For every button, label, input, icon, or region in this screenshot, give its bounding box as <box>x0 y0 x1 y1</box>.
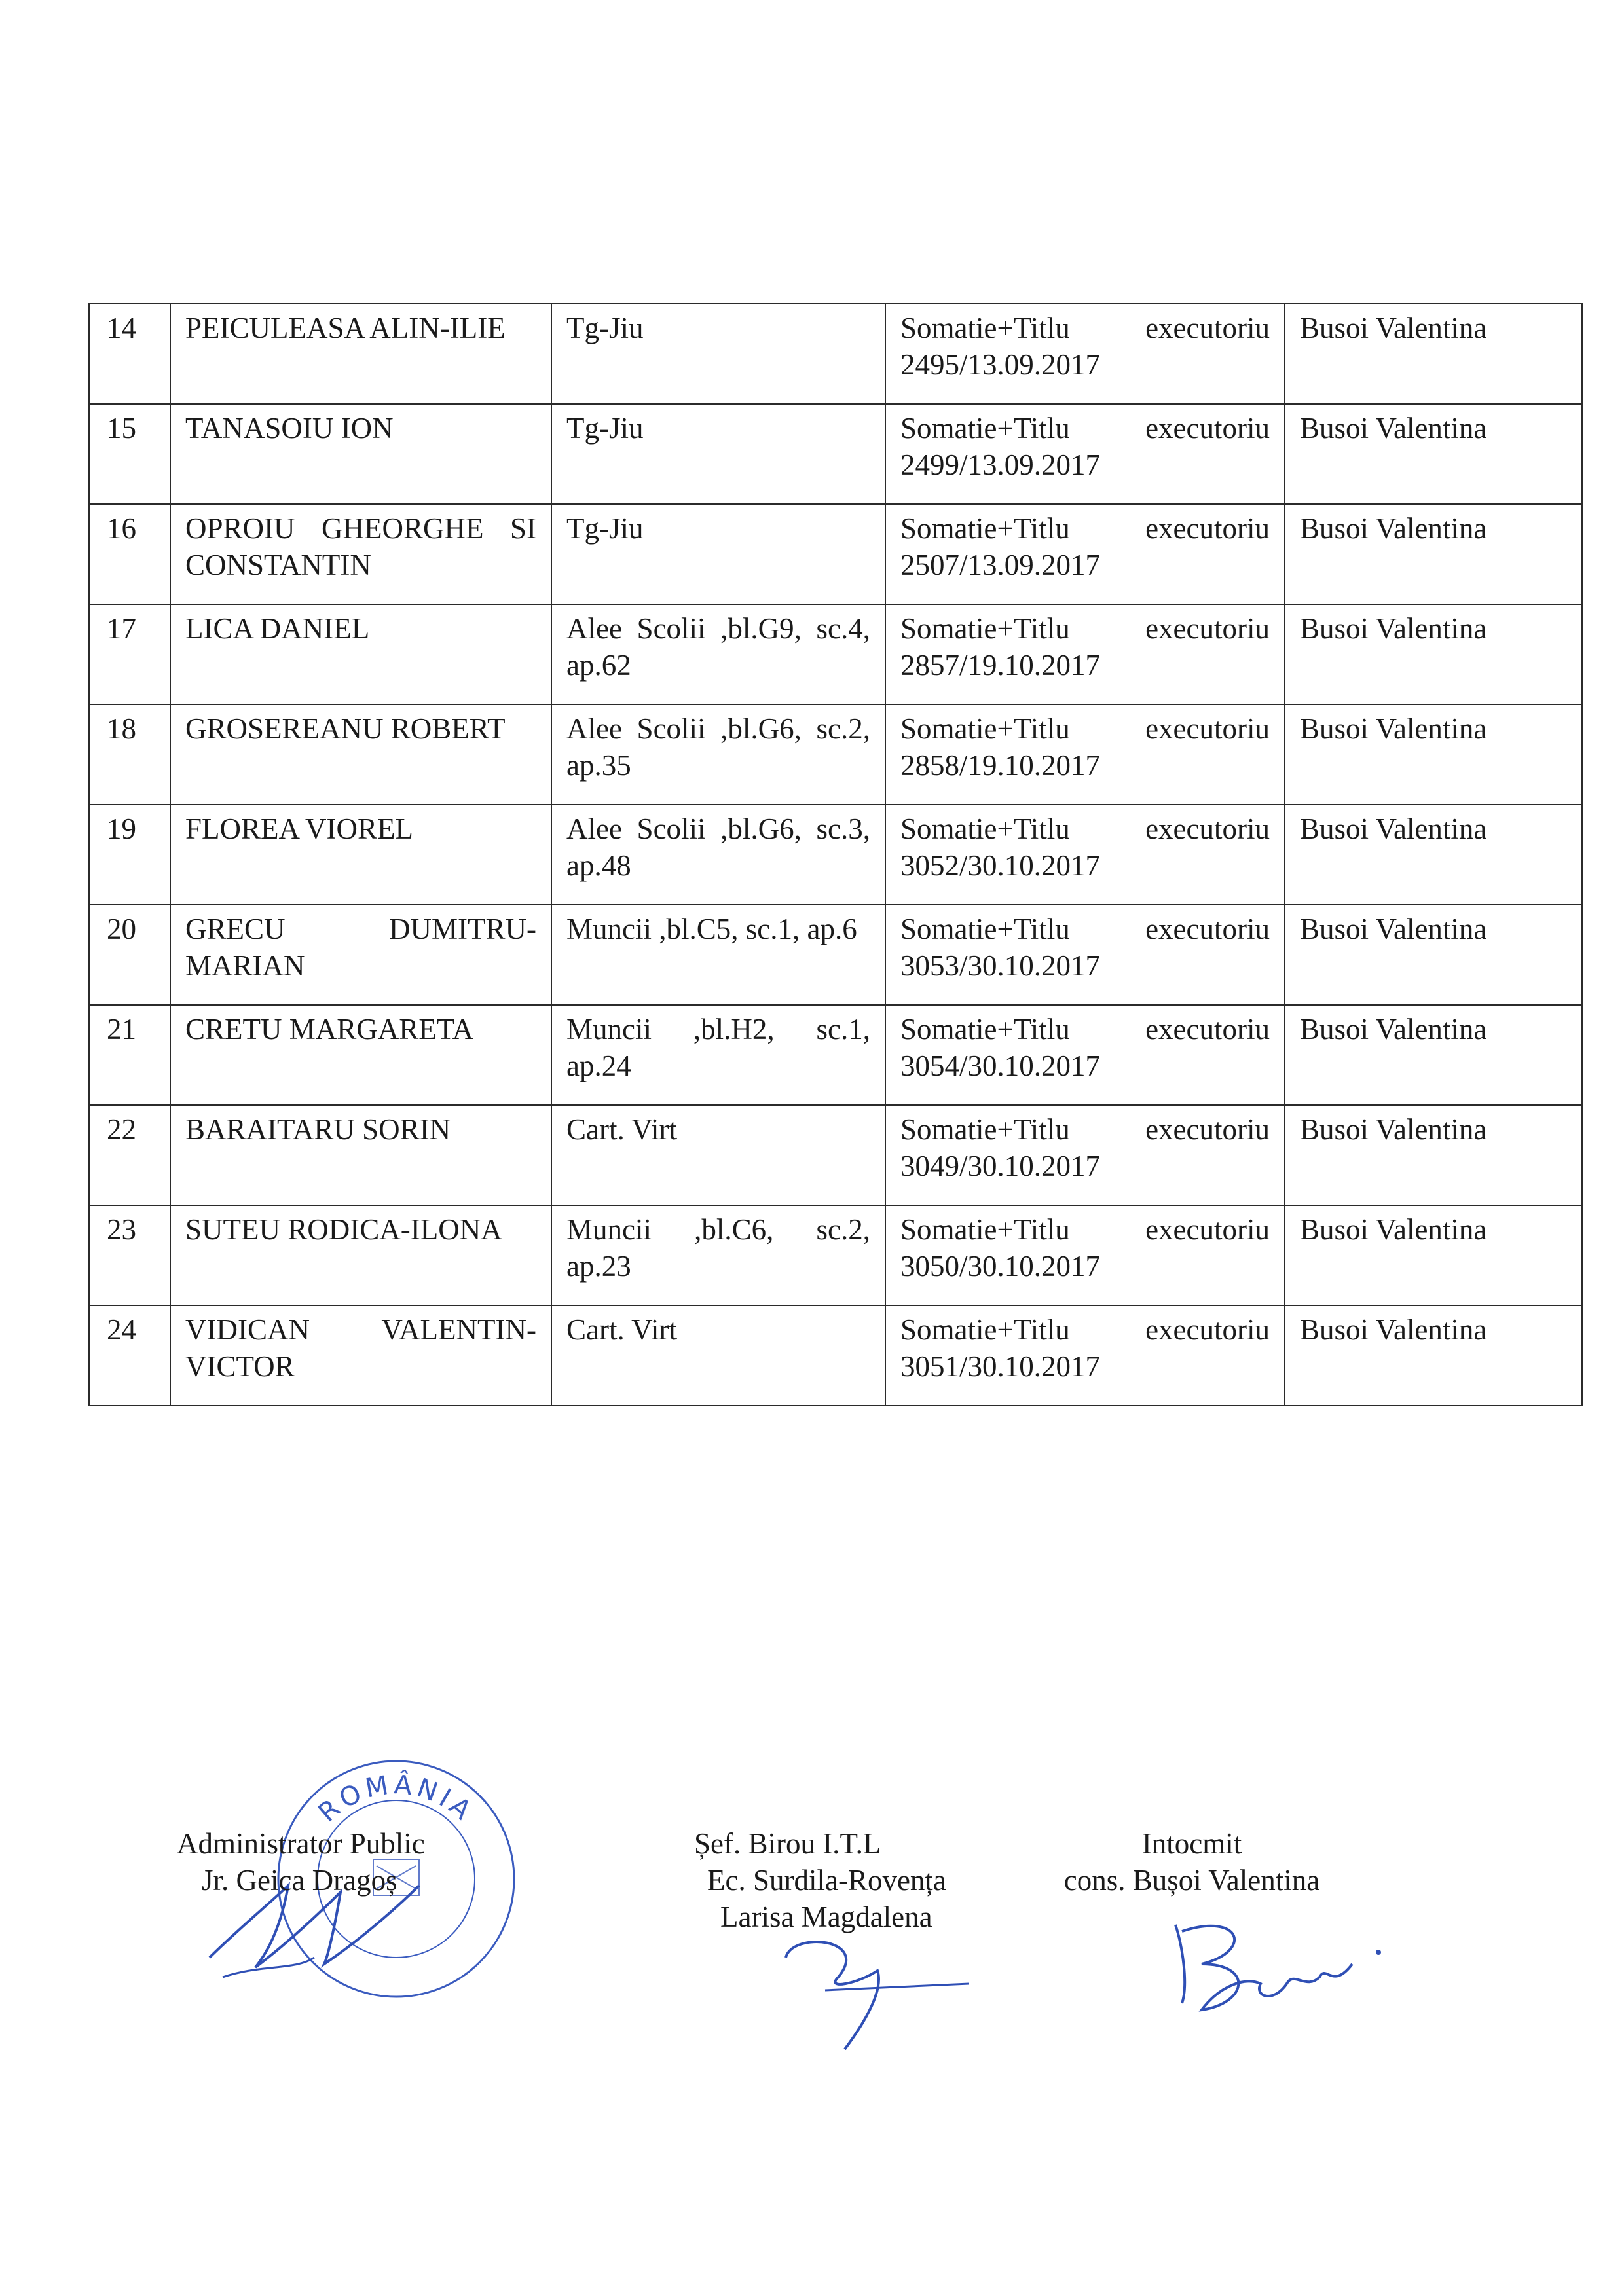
cell-name: OPROIU GHEORGHE SI CONSTANTIN <box>170 504 551 604</box>
document-type-part2: executoriu <box>1145 1113 1270 1146</box>
table-row <box>89 304 1582 404</box>
document-type <box>900 510 1270 547</box>
cell-nr: 21 <box>89 1005 170 1105</box>
cell-document <box>885 1005 1285 1105</box>
document-type <box>900 811 1270 847</box>
document-number: 2857/19.10.2017 <box>900 649 1101 682</box>
intocmit-title: Intocmit <box>1141 1827 1242 1860</box>
document-type-part2: executoriu <box>1145 512 1270 545</box>
table-row <box>89 1205 1582 1305</box>
document-type-part2: executoriu <box>1145 612 1270 645</box>
admin-name: Jr. Geica Dragoș <box>202 1864 397 1897</box>
debtors-table <box>88 303 1583 1406</box>
table-body <box>89 304 1582 1406</box>
document-type-part2: executoriu <box>1145 312 1270 344</box>
cell-document <box>885 1305 1285 1406</box>
document-number: 3050/30.10.2017 <box>900 1250 1101 1283</box>
cell-responsible: Busoi Valentina <box>1285 504 1582 604</box>
document-number: 2858/19.10.2017 <box>900 749 1101 782</box>
document-type-part1: Somatie+Titlu <box>900 1213 1070 1246</box>
cell-name: CRETU MARGARETA <box>170 1005 551 1105</box>
document-type <box>900 410 1270 446</box>
cell-nr: 24 <box>89 1305 170 1406</box>
cell-nr: 17 <box>89 604 170 704</box>
cell-document <box>885 805 1285 905</box>
cell-name: GRECU DUMITRU-MARIAN <box>170 905 551 1005</box>
document-number: 2499/13.09.2017 <box>900 448 1101 481</box>
document-number: 2495/13.09.2017 <box>900 348 1101 381</box>
cell-name: GROSEREANU ROBERT <box>170 704 551 805</box>
intocmit-signature-icon <box>1162 1905 1392 2023</box>
cell-name: SUTEU RODICA-ILONA <box>170 1205 551 1305</box>
cell-document <box>885 404 1285 504</box>
admin-title: Administrator Public <box>177 1827 425 1860</box>
cell-nr: 19 <box>89 805 170 905</box>
cell-nr: 15 <box>89 404 170 504</box>
stamp-text: ROMÂNIA <box>312 1770 480 1829</box>
table-row <box>89 704 1582 805</box>
document-type-part1: Somatie+Titlu <box>900 913 1070 945</box>
document-type <box>900 911 1270 947</box>
document-type <box>900 1011 1270 1048</box>
cell-address: Tg-Jiu <box>551 404 885 504</box>
document-type-part1: Somatie+Titlu <box>900 1113 1070 1146</box>
cell-nr: 18 <box>89 704 170 805</box>
cell-responsible: Busoi Valentina <box>1285 304 1582 404</box>
table-row <box>89 404 1582 504</box>
document-type <box>900 710 1270 747</box>
document-type-part2: executoriu <box>1145 712 1270 745</box>
cell-document <box>885 704 1285 805</box>
document-type <box>900 1111 1270 1148</box>
cell-name: TANASOIU ION <box>170 404 551 504</box>
document-number: 3051/30.10.2017 <box>900 1350 1101 1383</box>
cell-name: BARAITARU SORIN <box>170 1105 551 1205</box>
cell-name: PEICULEASA ALIN-ILIE <box>170 304 551 404</box>
sef-title: Șef. Birou I.T.L <box>694 1827 881 1860</box>
cell-address: Tg-Jiu <box>551 504 885 604</box>
cell-responsible: Busoi Valentina <box>1285 1205 1582 1305</box>
cell-responsible: Busoi Valentina <box>1285 1105 1582 1205</box>
document-type <box>900 310 1270 346</box>
cell-responsible: Busoi Valentina <box>1285 1305 1582 1406</box>
table-row <box>89 1105 1582 1205</box>
document-type-part2: executoriu <box>1145 1213 1270 1246</box>
document-number: 3049/30.10.2017 <box>900 1150 1101 1182</box>
cell-responsible: Busoi Valentina <box>1285 404 1582 504</box>
cell-address: Alee Scolii ,bl.G6, sc.3, ap.48 <box>551 805 885 905</box>
sef-name-line1: Ec. Surdila-Rovența <box>707 1864 946 1897</box>
document-number: 3054/30.10.2017 <box>900 1049 1101 1082</box>
table-row <box>89 905 1582 1005</box>
table-row <box>89 604 1582 704</box>
cell-nr: 22 <box>89 1105 170 1205</box>
cell-address: Alee Scolii ,bl.G9, sc.4, ap.62 <box>551 604 885 704</box>
document-number: 3052/30.10.2017 <box>900 849 1101 882</box>
signature-block-intocmit <box>1035 1825 1349 1899</box>
document-type-part2: executoriu <box>1145 812 1270 845</box>
document-type-part1: Somatie+Titlu <box>900 612 1070 645</box>
cell-document <box>885 504 1285 604</box>
intocmit-name: cons. Bușoi Valentina <box>1063 1864 1320 1897</box>
cell-address: Cart. Virt <box>551 1305 885 1406</box>
document-type-part2: executoriu <box>1145 1313 1270 1346</box>
cell-name: FLOREA VIOREL <box>170 805 551 905</box>
document-type-part2: executoriu <box>1145 913 1270 945</box>
cell-address: Muncii ,bl.C5, sc.1, ap.6 <box>551 905 885 1005</box>
document-type <box>900 610 1270 647</box>
table-row <box>89 1005 1582 1105</box>
cell-responsible: Busoi Valentina <box>1285 604 1582 704</box>
document-type-part1: Somatie+Titlu <box>900 412 1070 445</box>
document-type-part1: Somatie+Titlu <box>900 312 1070 344</box>
table-row <box>89 504 1582 604</box>
cell-nr: 20 <box>89 905 170 1005</box>
document-type-part1: Somatie+Titlu <box>900 512 1070 545</box>
sef-name-line2: Larisa Magdalena <box>720 1901 932 1933</box>
cell-address: Muncii ,bl.H2, sc.1, ap.24 <box>551 1005 885 1105</box>
document-number: 3053/30.10.2017 <box>900 949 1101 982</box>
document-type-part1: Somatie+Titlu <box>900 812 1070 845</box>
document-type-part2: executoriu <box>1145 412 1270 445</box>
document-number: 2507/13.09.2017 <box>900 549 1101 581</box>
cell-nr: 14 <box>89 304 170 404</box>
cell-responsible: Busoi Valentina <box>1285 1005 1582 1105</box>
document-type <box>900 1211 1270 1248</box>
cell-document <box>885 905 1285 1005</box>
cell-address: Cart. Virt <box>551 1105 885 1205</box>
sef-signature-icon <box>779 1918 969 2062</box>
cell-document <box>885 604 1285 704</box>
cell-responsible: Busoi Valentina <box>1285 805 1582 905</box>
cell-name: LICA DANIEL <box>170 604 551 704</box>
table-row <box>89 805 1582 905</box>
signature-block-admin <box>177 1825 485 1899</box>
document-type-part1: Somatie+Titlu <box>900 1013 1070 1046</box>
cell-address: Muncii ,bl.C6, sc.2, ap.23 <box>551 1205 885 1305</box>
cell-address: Alee Scolii ,bl.G6, sc.2, ap.35 <box>551 704 885 805</box>
cell-document <box>885 1205 1285 1305</box>
cell-document <box>885 1105 1285 1205</box>
document-type-part2: executoriu <box>1145 1013 1270 1046</box>
cell-responsible: Busoi Valentina <box>1285 704 1582 805</box>
document-type-part1: Somatie+Titlu <box>900 712 1070 745</box>
cell-nr: 16 <box>89 504 170 604</box>
signature-block-sef <box>694 1825 982 1935</box>
cell-name: VIDICAN VALENTIN-VICTOR <box>170 1305 551 1406</box>
cell-nr: 23 <box>89 1205 170 1305</box>
cell-address: Tg-Jiu <box>551 304 885 404</box>
table-row <box>89 1305 1582 1406</box>
cell-responsible: Busoi Valentina <box>1285 905 1582 1005</box>
document-type-part1: Somatie+Titlu <box>900 1313 1070 1346</box>
cell-document <box>885 304 1285 404</box>
document-type <box>900 1311 1270 1348</box>
